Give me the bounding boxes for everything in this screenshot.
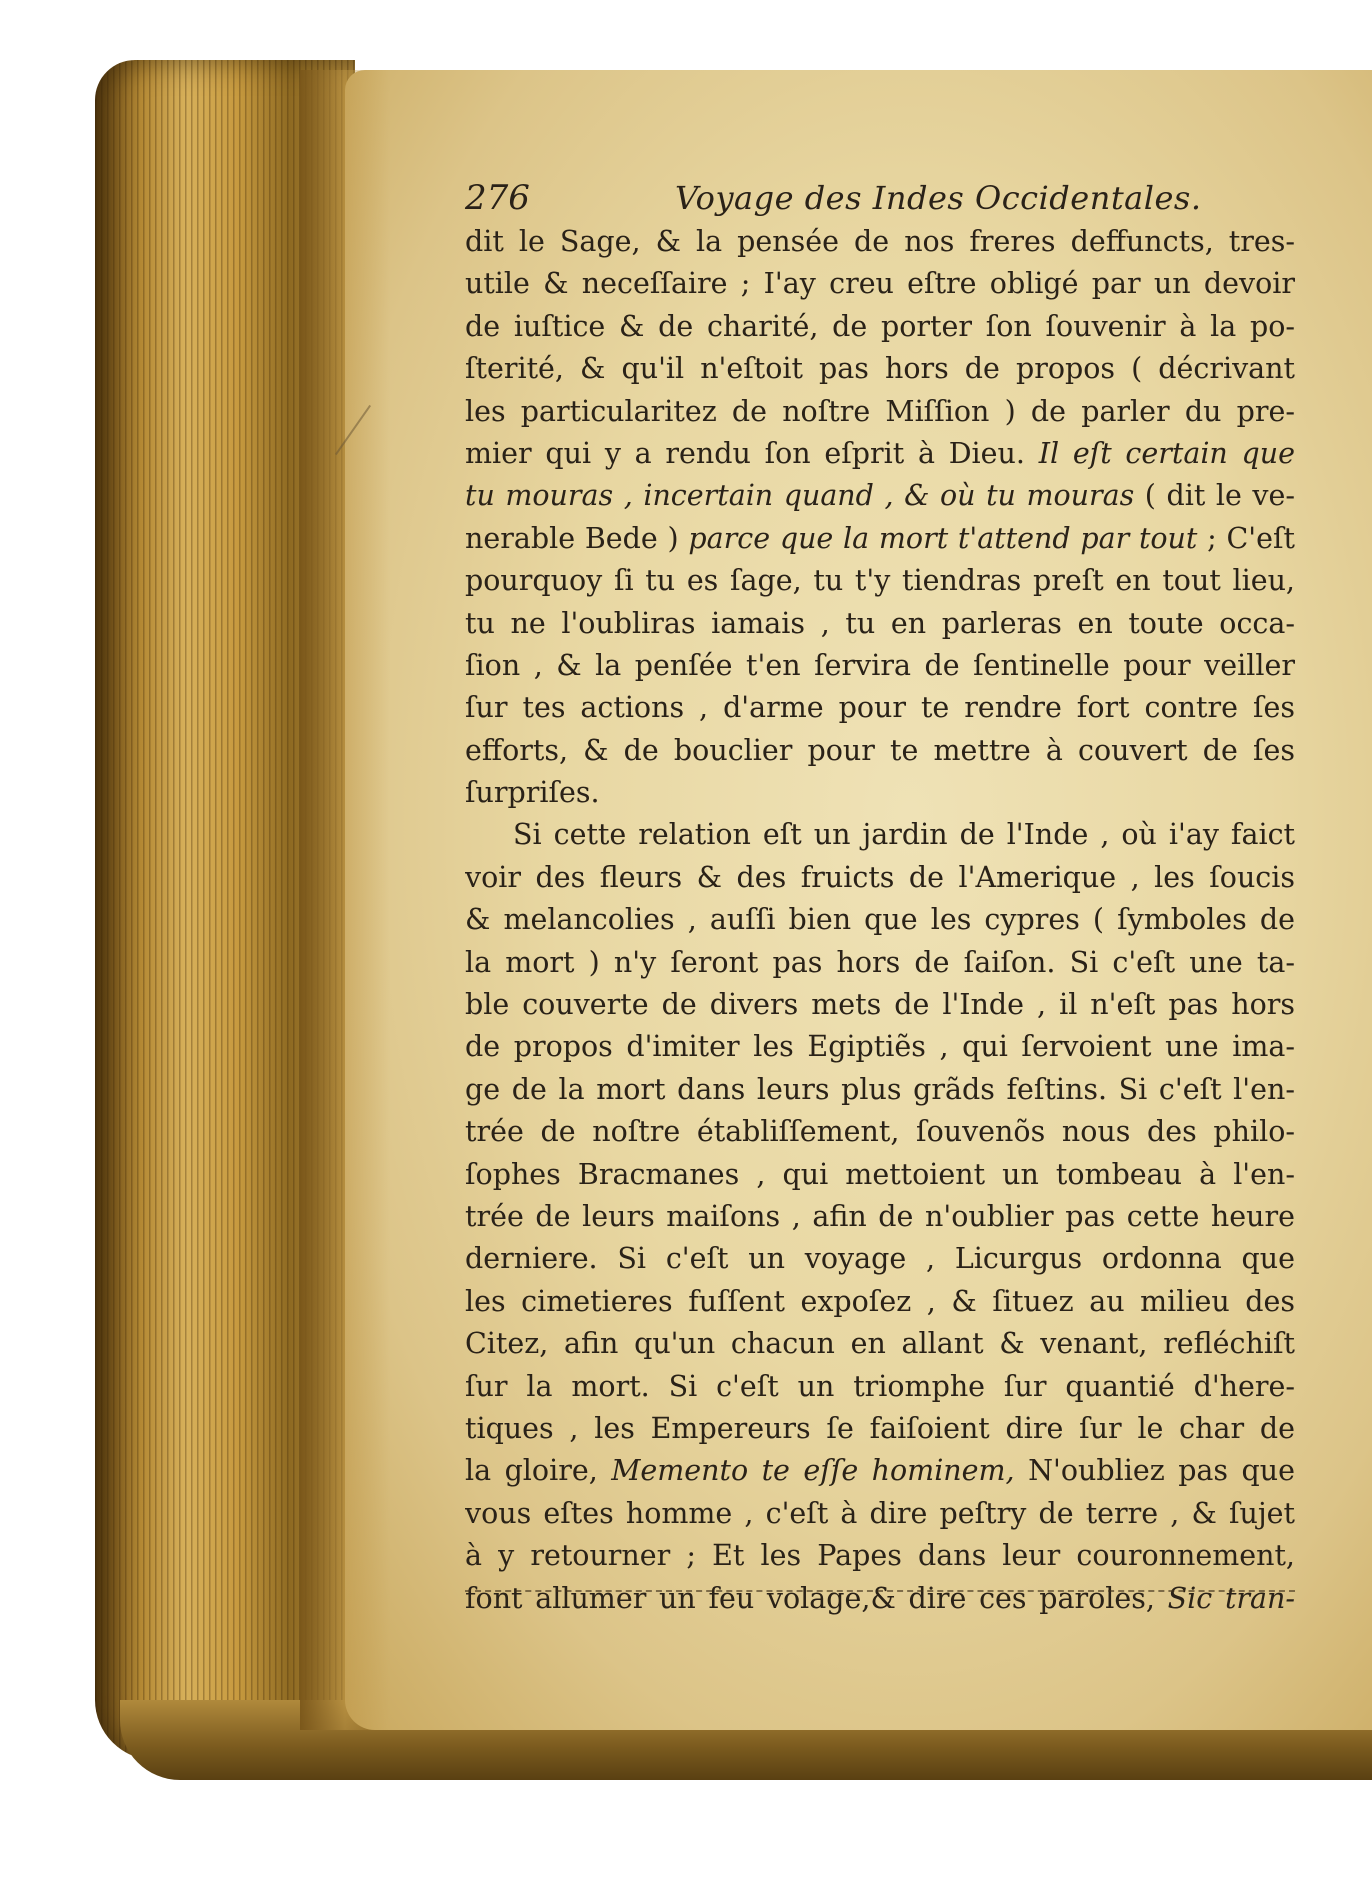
page-text-block: [465, 175, 1295, 1620]
text-line: [465, 1450, 1295, 1492]
italic-text-span: Memento te eſſe hominem,: [611, 1454, 1015, 1488]
text-line: derniere. Si c'eſt un voyage , Licurgus ordonna que: [465, 1242, 1295, 1276]
text-line: dit le Sage, & la pensée de nos freres deffuncts, tres-: [465, 225, 1295, 258]
text-line: tiques , les Empereurs ſe faiſoient dire ſur le char de: [465, 1411, 1295, 1445]
text-span: N'oubliez pas que: [1014, 1454, 1295, 1488]
text-line: pourquoy ſi tu es ſage, tu t'y tiendras preſt en tout lieu,: [465, 564, 1295, 598]
text-line: la mort ) n'y ſeront pas hors de ſaiſon. Si c'eſt une ta-: [465, 945, 1295, 979]
running-title: Voyage des Indes Occidentales.: [675, 179, 1202, 217]
text-line: trée de noſtre établiſſement, ſouvenõs nous des philo-: [465, 1115, 1295, 1149]
running-head: [465, 175, 1295, 221]
text-span: ( dit le ve-: [1134, 479, 1295, 513]
text-line: [465, 433, 1295, 475]
text-span: ; C'eſt: [1197, 521, 1295, 555]
text-line: ſion , & la penſée t'en ſervira de ſentinelle pour veiller: [465, 648, 1295, 682]
text-span: mier qui y a rendu ſon eſprit à Dieu.: [465, 436, 1039, 470]
text-line: utile & neceſſaire ; I'ay creu eſtre obligé par un devoir: [465, 267, 1295, 301]
text-line: ſur tes actions , d'arme pour te rendre fort contre ſes: [465, 691, 1295, 725]
text-line: à y retourner ; Et les Papes dans leur couronnement,: [465, 1539, 1295, 1573]
text-line: efforts, & de bouclier pour te mettre à couvert de ſes: [465, 733, 1295, 767]
page-number: 276: [465, 178, 530, 218]
text-line: Citez, afin qu'un chacun en allant & venant, refléchiſt: [465, 1327, 1295, 1361]
text-line: ge de la mort dans leurs plus grãds feſtins. Si c'eſt l'en-: [465, 1072, 1295, 1106]
text-line: les cimetieres fuſſent expoſez , & ſituez au milieu des: [465, 1284, 1295, 1318]
text-line: ſur la mort. Si c'eſt un triomphe ſur quantié d'here-: [465, 1369, 1295, 1403]
text-line: vous eſtes homme , c'eſt à dire peſtry de terre , & ſujet: [465, 1496, 1295, 1530]
italic-text-span: parce que la mort t'attend par tout: [688, 521, 1198, 555]
gutter-shadow: [300, 70, 390, 1730]
text-line: de iuſtice & de charité, de porter ſon ſouvenir à la po-: [465, 309, 1295, 343]
text-line: de propos d'imiter les Egiptiẽs , qui ſervoient une ima-: [465, 1030, 1295, 1064]
text-line: les particularitez de noſtre Miſſion ) de parler du pre-: [465, 394, 1295, 428]
text-line: & melancolies , auſſi bien que les cypres ( ſymboles de: [465, 903, 1295, 937]
text-line: Si cette relation eſt un jardin de l'Inde , où i'ay faict: [513, 818, 1295, 852]
italic-text-span: Il eſt certain que: [1038, 436, 1295, 470]
text-line: voir des fleurs & des fruicts de l'Amerique , les ſoucis: [465, 860, 1295, 894]
text-line: ſurpriſes.: [465, 776, 600, 810]
text-span: nerable Bede ): [465, 521, 689, 555]
text-line: [465, 1578, 1295, 1620]
italic-text-span: Sic tran-: [1167, 1581, 1295, 1615]
text-line: [465, 518, 1295, 560]
italic-text-span: tu mouras , incertain quand , & où tu mouras: [465, 479, 1135, 513]
text-line: trée de leurs maiſons , afin de n'oublier pas cette heure: [465, 1199, 1295, 1233]
text-line: ble couverte de divers mets de l'Inde , il n'eſt pas hors: [465, 988, 1295, 1022]
text-line: ſophes Bracmanes , qui mettoient un tombeau à l'en-: [465, 1157, 1295, 1191]
body-text: [465, 221, 1295, 1620]
text-line: tu ne l'oubliras iamais , tu en parleras en toute occa-: [465, 606, 1295, 640]
text-line: ſterité, & qu'il n'eſtoit pas hors de propos ( décrivant: [465, 352, 1295, 386]
text-span: font allumer un feu volage,& dire ces paroles,: [465, 1581, 1168, 1615]
text-span: la gloire,: [465, 1454, 612, 1488]
bottom-underline-rule: [465, 1590, 1295, 1595]
text-line: [465, 475, 1295, 517]
